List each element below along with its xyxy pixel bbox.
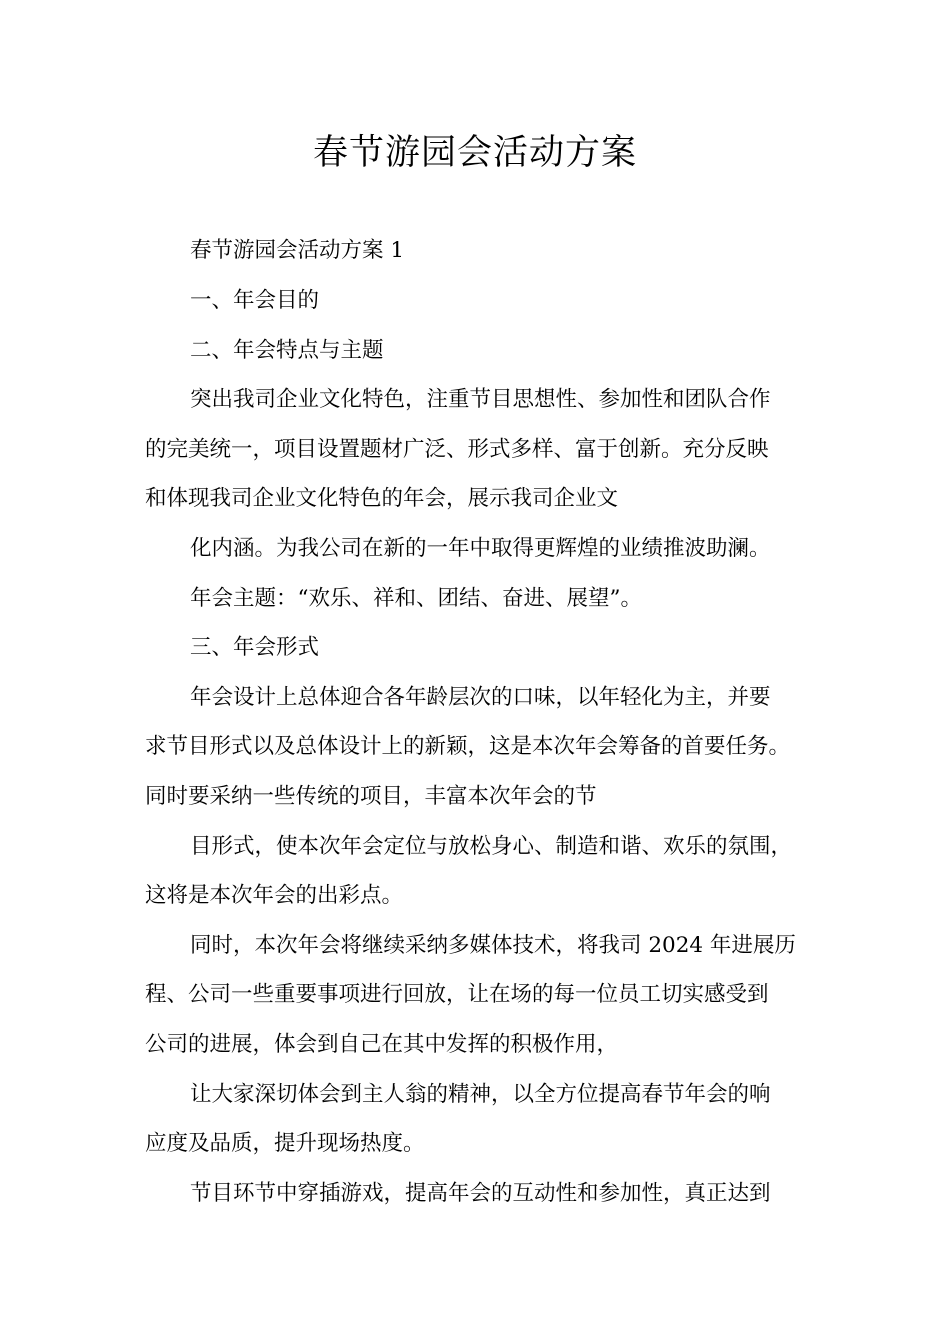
paragraph-line: 公司的进展，体会到自己在其中发挥的积极作用， xyxy=(145,1032,619,1057)
document-title: 春节游园会活动方案 xyxy=(312,133,637,173)
paragraph-line: 让大家深切体会到主人翁的精神，以全方位提高春节年会的响 xyxy=(190,1082,771,1107)
paragraph-line: 年会设计上总体迎合各年龄层次的口味，以年轻化为主，并要 xyxy=(190,685,771,710)
paragraph-line: 化内涵。为我公司在新的一年中取得更辉煌的业绩推波助澜。 xyxy=(190,536,771,561)
paragraph-line: 求节目形式以及总体设计上的新颖，这是本次年会筹备的首要任务。 xyxy=(145,734,791,759)
paragraph-line: 同时，本次年会将继续采纳多媒体技术，将我司 2024 年进展历 xyxy=(190,933,796,958)
paragraph-line: 的完美统一，项目设置题材广泛、形式多样、富于创新。充分反映 xyxy=(145,437,769,462)
section-heading-1: 一、年会目的 xyxy=(190,288,320,313)
section-heading-3: 三、年会形式 xyxy=(190,635,320,660)
paragraph-line: 节目环节中穿插游戏，提高年会的互动性和参加性，真正达到 xyxy=(190,1181,771,1206)
subheading-plan-1: 春节游园会活动方案 1 xyxy=(190,238,405,263)
paragraph-line: 应度及品质，提升现场热度。 xyxy=(145,1131,425,1156)
paragraph-line: 这将是本次年会的出彩点。 xyxy=(145,883,404,908)
paragraph-line: 和体现我司企业文化特色的年会，展示我司企业文 xyxy=(145,486,619,511)
paragraph-line: 程、公司一些重要事项进行回放，让在场的每一位员工切实感受到 xyxy=(145,982,769,1007)
paragraph-line: 目形式，使本次年会定位与放松身心、制造和谐、欢乐的氛围， xyxy=(190,834,793,859)
section-heading-2: 二、年会特点与主题 xyxy=(190,338,384,363)
paragraph-line: 年会主题：“欢乐、祥和、团结、奋进、展望”。 xyxy=(190,586,642,611)
paragraph-line: 同时要采纳一些传统的项目，丰富本次年会的节 xyxy=(145,784,597,809)
paragraph-line: 突出我司企业文化特色，注重节目思想性、参加性和团队合作 xyxy=(190,387,771,412)
